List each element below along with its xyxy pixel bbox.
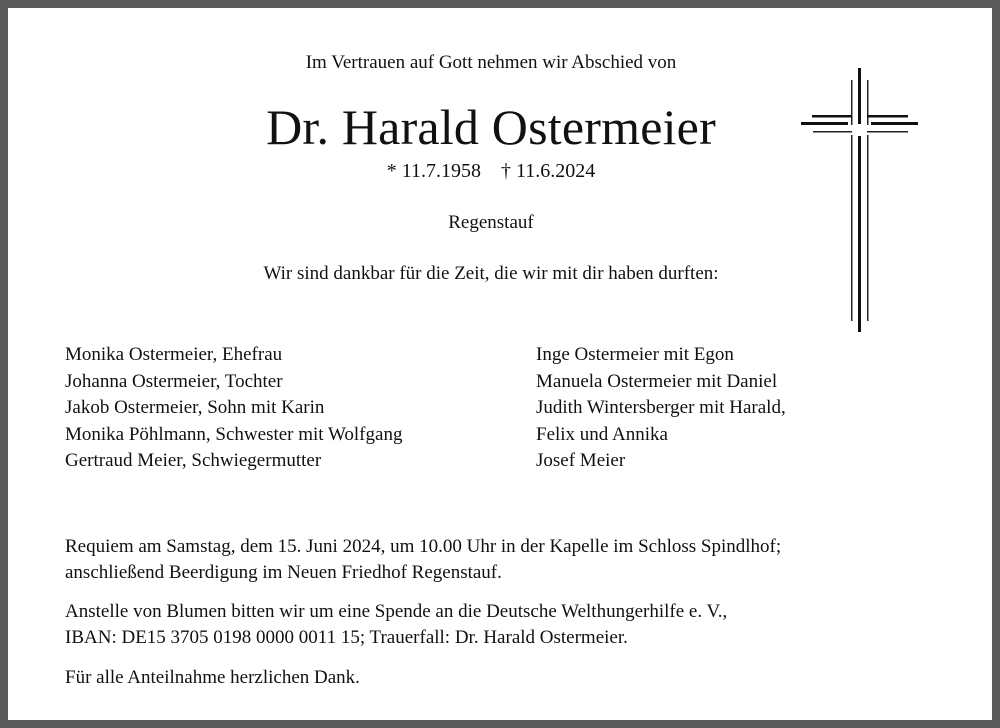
- mourner-entry: Felix und Annika: [536, 423, 668, 445]
- mourner-entry: Inge Ostermeier mit Egon: [536, 344, 734, 365]
- donation-info: [65, 599, 727, 651]
- mourner-entry: Gertraud Meier, Schwiegermutter: [65, 450, 322, 471]
- mourner-entry: Monika Ostermeier, Ehefrau: [65, 344, 283, 365]
- deceased-name: Dr. Harald Ostermeier: [266, 99, 716, 155]
- iban-line: IBAN: DE15 3705 0198 0000 0011 15; Trauerfall: Dr. Harald Ostermeier.: [65, 627, 628, 648]
- mourners-right-column: [536, 342, 786, 475]
- burial-line: anschließend Beerdigung im Neuen Friedhof Regenstauf.: [65, 562, 502, 583]
- obituary-notice: [8, 8, 992, 720]
- mourner-entry: Monika Pöhlmann, Schwester mit Wolfgang: [65, 423, 403, 445]
- christian-cross-icon: [801, 60, 919, 332]
- requiem-info: [65, 534, 781, 586]
- mourners-left-column: [65, 342, 402, 475]
- place: Regenstauf: [448, 212, 534, 233]
- mourner-entry: Judith Wintersberger mit Harald,: [536, 397, 786, 418]
- mourner-entry: Manuela Ostermeier mit Daniel: [536, 370, 778, 392]
- gratitude-text: Wir sind dankbar für die Zeit, die wir mit dir haben durften:: [263, 263, 719, 284]
- birth-date: * 11.7.1958: [386, 160, 481, 182]
- mourner-entry: Johanna Ostermeier, Tochter: [65, 370, 283, 392]
- requiem-line: Requiem am Samstag, dem 15. Juni 2024, um 10.00 Uhr in der Kapelle im Schloss Spindlhof;: [65, 536, 782, 557]
- closing-thanks: Für alle Anteilnahme herzlichen Dank.: [65, 667, 360, 688]
- mourner-entry: Josef Meier: [536, 450, 626, 471]
- death-date: † 11.6.2024: [501, 160, 596, 182]
- intro-text: Im Vertrauen auf Gott nehmen wir Abschied von: [305, 52, 677, 73]
- mourner-entry: Jakob Ostermeier, Sohn mit Karin: [65, 397, 325, 418]
- donation-line: Anstelle von Blumen bitten wir um eine Spende an die Deutsche Welthungerhilfe e. V.,: [65, 601, 728, 622]
